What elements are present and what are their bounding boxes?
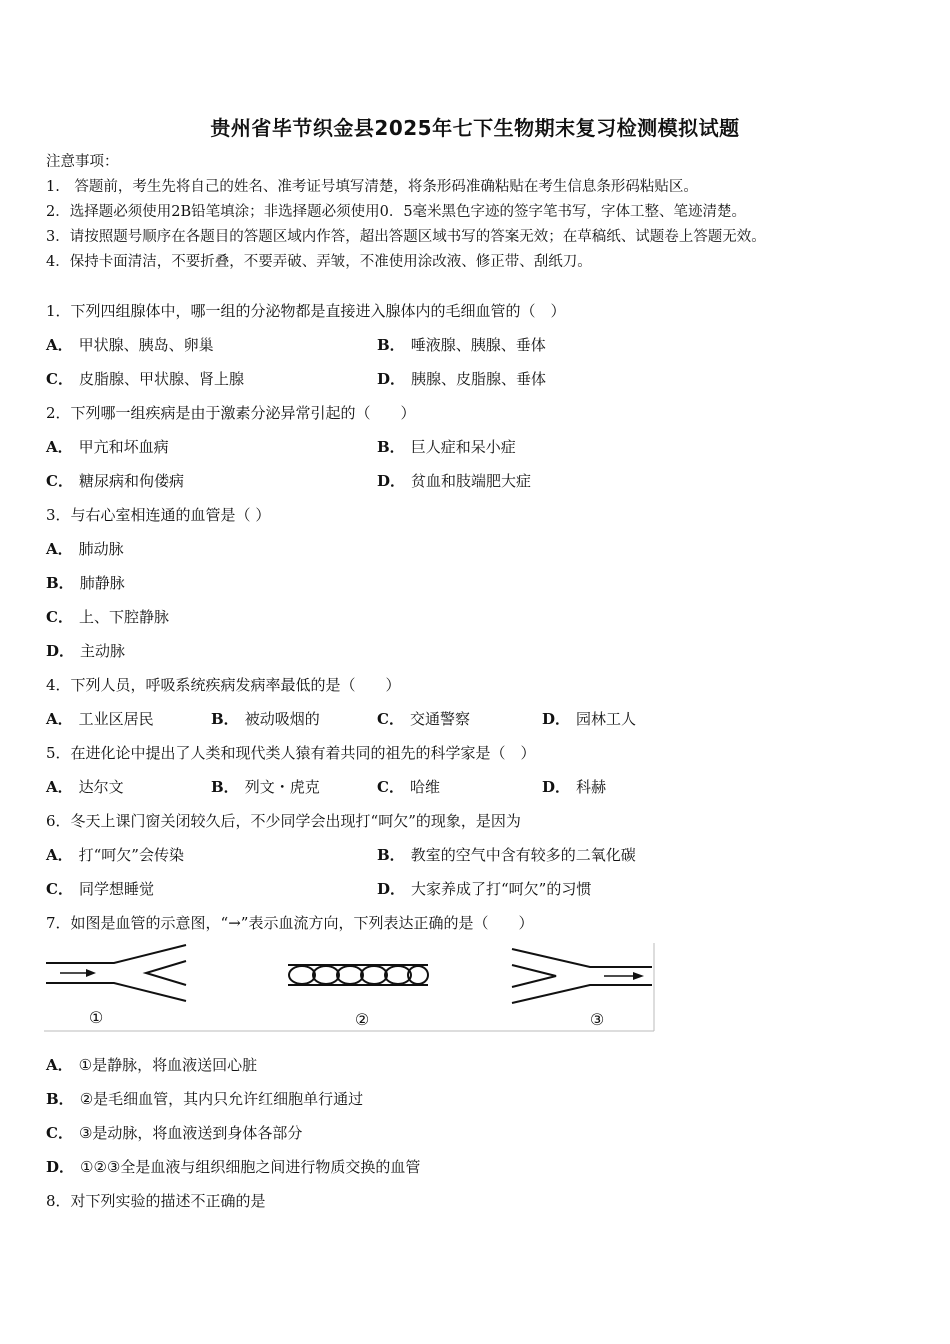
option <box>46 334 214 356</box>
option-letter: C． <box>46 472 73 490</box>
option-letter: A． <box>46 336 73 354</box>
option <box>377 878 591 900</box>
option-letter: B． <box>211 778 239 796</box>
option-text: 哈维 <box>409 778 440 796</box>
option <box>46 436 169 458</box>
notice-heading: 注意事项： <box>46 154 119 170</box>
option-letter: C． <box>46 1124 73 1142</box>
option-text: 甲亢和坏血病 <box>78 438 169 456</box>
notice-item: 2．选择题必须使用2B铅笔填涂；非选择题必须使用0．5毫米黑色字迹的签字笔书写，字体工整、笔迹清楚。 <box>46 204 747 220</box>
option <box>377 776 440 798</box>
option <box>211 708 320 730</box>
option <box>377 334 546 356</box>
option-text: 列文・虎克 <box>244 778 320 796</box>
notice-item: 3．请按照题号顺序在各题目的答题区域内作答，超出答题区域书写的答案无效；在草稿纸、试题卷上答题无效。 <box>46 229 766 245</box>
option-letter: D． <box>542 778 571 796</box>
question-stem: 3．与右心室相连通的血管是（ ） <box>46 506 271 524</box>
option-letter: A． <box>46 1056 73 1074</box>
option <box>377 708 470 730</box>
question-stem: 7．如图是血管的示意图，“→”表示血流方向，下列表达正确的是（ ） <box>46 914 534 932</box>
option-text: 大家养成了打“呵欠”的习惯 <box>411 880 592 898</box>
blood-vessel-figure <box>44 941 656 1033</box>
option <box>46 1156 420 1178</box>
option-text: 唾液腺、胰腺、垂体 <box>410 336 546 354</box>
option <box>46 1054 257 1076</box>
option-text: ③是动脉，将血液送到身体各部分 <box>78 1124 303 1142</box>
option-text: 园林工人 <box>576 710 637 728</box>
option-text: ①是静脉，将血液送回心脏 <box>78 1056 258 1074</box>
option-letter: C． <box>46 608 73 626</box>
option-text: 肺动脉 <box>78 540 124 558</box>
option <box>46 538 124 560</box>
option-text: 同学想睡觉 <box>78 880 154 898</box>
option-text: 达尔文 <box>78 778 124 796</box>
option-letter: C． <box>377 778 404 796</box>
option <box>46 368 244 390</box>
option-letter: A． <box>46 438 73 456</box>
option-letter: D． <box>377 880 406 898</box>
question-stem: 2．下列哪一组疾病是由于激素分泌异常引起的（ ） <box>46 404 416 422</box>
option <box>377 368 546 390</box>
vessel-2-diagram <box>288 965 428 985</box>
option <box>46 1088 363 1110</box>
option <box>46 776 124 798</box>
option-text: 巨人症和呆小症 <box>410 438 516 456</box>
option <box>542 776 606 798</box>
option-text: 被动吸烟的 <box>244 710 320 728</box>
option-letter: B． <box>377 438 405 456</box>
option-letter: A． <box>46 778 73 796</box>
option-letter: D． <box>46 1158 75 1176</box>
option <box>46 878 154 900</box>
option <box>377 844 636 866</box>
option-text: 肺静脉 <box>79 574 125 592</box>
question-stem: 8．对下列实验的描述不正确的是 <box>46 1192 266 1210</box>
vessel-3-diagram <box>512 949 652 1003</box>
option-letter: A． <box>46 540 73 558</box>
option <box>377 470 531 492</box>
question-stem: 4．下列人员，呼吸系统疾病发病率最低的是（ ） <box>46 676 401 694</box>
option <box>542 708 636 730</box>
option-text: 教室的空气中含有较多的二氧化碳 <box>410 846 636 864</box>
option-text: 科赫 <box>576 778 607 796</box>
option <box>377 436 516 458</box>
option <box>46 572 125 594</box>
option-text: 打“呵欠”会传染 <box>78 846 184 864</box>
option-text: 糖尿病和佝偻病 <box>78 472 184 490</box>
option-text: 甲状腺、胰岛、卵巢 <box>78 336 214 354</box>
option-text: 交通警察 <box>409 710 470 728</box>
option-text: 皮脂腺、甲状腺、肾上腺 <box>78 370 244 388</box>
figure-label-3: ③ <box>589 1010 605 1029</box>
option-letter: B． <box>377 336 405 354</box>
option <box>46 640 125 662</box>
option-letter: C． <box>377 710 404 728</box>
option-text: 主动脉 <box>80 642 126 660</box>
option-letter: A． <box>46 846 73 864</box>
option-letter: D． <box>542 710 571 728</box>
vessel-1-diagram <box>46 945 186 1001</box>
option <box>46 606 169 628</box>
option-letter: D． <box>46 642 75 660</box>
option-letter: A． <box>46 710 73 728</box>
question-stem: 1．下列四组腺体中，哪一组的分泌物都是直接进入腺体内的毛细血管的（ ） <box>46 302 566 320</box>
option-letter: C． <box>46 370 73 388</box>
option-text: 胰腺、皮脂腺、垂体 <box>411 370 547 388</box>
option-letter: B． <box>377 846 405 864</box>
page-title: 贵州省毕节织金县2025年七下生物期末复习检测模拟试题 <box>210 116 740 140</box>
blood-vessel-diagram <box>44 941 656 1033</box>
option <box>46 470 184 492</box>
option-text: 上、下腔静脉 <box>78 608 169 626</box>
option-text: ①②③全是血液与组织细胞之间进行物质交换的血管 <box>80 1158 421 1176</box>
option-letter: B． <box>46 574 74 592</box>
question-stem: 5．在进化论中提出了人类和现代类人猿有着共同的祖先的科学家是（ ） <box>46 744 536 762</box>
option-text: ②是毛细血管，其内只允许红细胞单行通过 <box>79 1090 364 1108</box>
option-letter: D． <box>377 472 406 490</box>
option-letter: D． <box>377 370 406 388</box>
option-letter: C． <box>46 880 73 898</box>
option-text: 贫血和肢端肥大症 <box>411 472 532 490</box>
option <box>46 1122 302 1144</box>
option-text: 工业区居民 <box>78 710 154 728</box>
figure-label-2: ② <box>354 1010 370 1029</box>
question-stem: 6．冬天上课门窗关闭较久后，不少同学会出现打“呵欠”的现象，是因为 <box>46 812 521 830</box>
notice-item: 4．保持卡面清洁，不要折叠，不要弄破、弄皱，不准使用涂改液、修正带、刮纸刀。 <box>46 254 592 270</box>
option <box>211 776 320 798</box>
figure-label-1: ① <box>88 1008 104 1027</box>
option-letter: B． <box>46 1090 74 1108</box>
option <box>46 708 154 730</box>
option-letter: B． <box>211 710 239 728</box>
option <box>46 844 184 866</box>
notice-item: 1. 答题前，考生先将自己的姓名、准考证号填写清楚，将条形码准确粘贴在考生信息条形码粘贴区。 <box>46 179 698 195</box>
